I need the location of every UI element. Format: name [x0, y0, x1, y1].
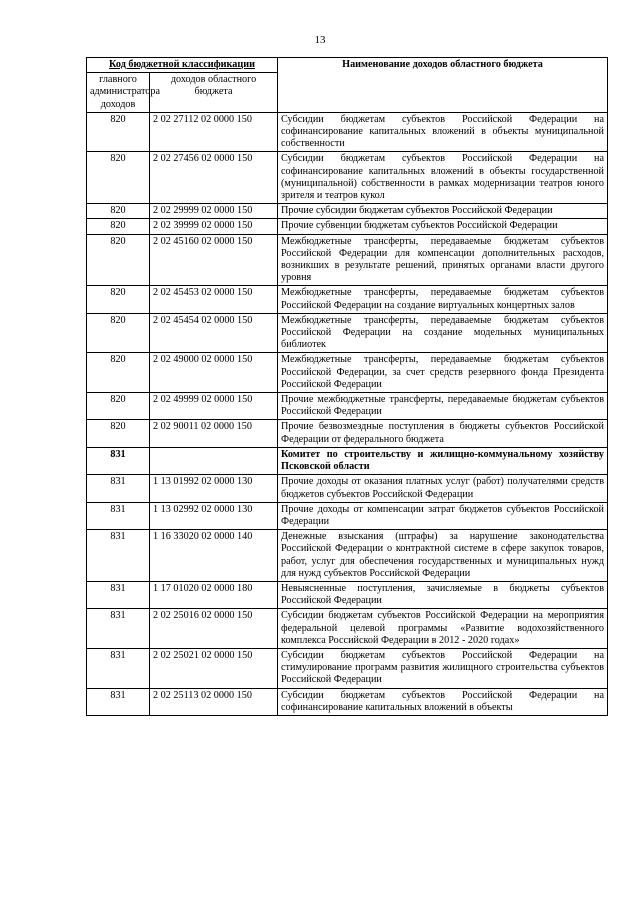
code-cell: 2 02 49999 02 0000 150	[150, 393, 278, 420]
table-row	[87, 609, 608, 649]
table-row	[87, 688, 608, 715]
code-cell: 2 02 45453 02 0000 150	[150, 286, 278, 313]
admin-cell: 831	[87, 530, 150, 582]
code-cell: 1 17 01020 02 0000 180	[150, 581, 278, 608]
code-cell: 2 02 45160 02 0000 150	[150, 234, 278, 286]
name-cell: Прочие доходы от оказания платных услуг (работ) получателями средств бюджетов субъектов Российской Федерации	[278, 475, 608, 502]
budget-classification-table	[86, 57, 608, 716]
admin-cell: 820	[87, 393, 150, 420]
admin-cell: 820	[87, 152, 150, 204]
table-row	[87, 353, 608, 393]
admin-cell: 820	[87, 234, 150, 286]
name-cell: Комитет по строительству и жилищно-коммунальному хозяйству Псковской области	[278, 447, 608, 474]
name-cell: Невыясненные поступления, зачисляемые в бюджеты субъектов Российской Федерации	[278, 581, 608, 608]
code-cell: 2 02 25113 02 0000 150	[150, 688, 278, 715]
code-cell: 1 16 33020 02 0000 140	[150, 530, 278, 582]
code-cell: 2 02 90011 02 0000 150	[150, 420, 278, 447]
admin-cell: 820	[87, 219, 150, 234]
table-row	[87, 420, 608, 447]
admin-cell: 820	[87, 420, 150, 447]
code-cell: 2 02 49000 02 0000 150	[150, 353, 278, 393]
code-cell: 2 02 29999 02 0000 150	[150, 204, 278, 219]
name-cell: Субсидии бюджетам субъектов Российской Федерации на софинансирование капитальных вложений в объекты	[278, 688, 608, 715]
admin-cell: 820	[87, 204, 150, 219]
table-row	[87, 313, 608, 353]
table-row	[87, 204, 608, 219]
header-admin: главного администратора доходов	[87, 73, 150, 113]
code-cell: 1 13 01992 02 0000 130	[150, 475, 278, 502]
name-cell: Межбюджетные трансферты, передаваемые бюджетам субъектов Российской Федерации, за счет средств резервного фонда Президента Российской Федерации	[278, 353, 608, 393]
table-row	[87, 502, 608, 529]
header-group: Код бюджетной классификации	[87, 58, 278, 73]
name-cell: Денежные взыскания (штрафы) за нарушение законодательства Российской Федерации о контрактной системе в сфере закупок товаров, работ, услуг для обеспечения государственных и муниципальных нужд для нужд субъектов Российской Федерации	[278, 530, 608, 582]
admin-cell: 831	[87, 581, 150, 608]
table-row	[87, 393, 608, 420]
name-cell: Прочие доходы от компенсации затрат бюджетов субъектов Российской Федерации	[278, 502, 608, 529]
code-cell: 2 02 39999 02 0000 150	[150, 219, 278, 234]
admin-cell: 820	[87, 286, 150, 313]
name-cell: Прочие безвозмездные поступления в бюджеты субъектов Российской Федерации от федерального бюджета	[278, 420, 608, 447]
admin-cell: 820	[87, 112, 150, 152]
name-cell: Межбюджетные трансферты, передаваемые бюджетам субъектов Российской Федерации для компенсации дополнительных расходов, возникших в результате решений, принятых органами власти другого уровня	[278, 234, 608, 286]
table-row	[87, 152, 608, 204]
table-row	[87, 286, 608, 313]
name-cell: Прочие субсидии бюджетам субъектов Российской Федерации	[278, 204, 608, 219]
table-row	[87, 530, 608, 582]
table-row	[87, 648, 608, 688]
admin-cell: 820	[87, 353, 150, 393]
header-income: доходов областного бюджета	[150, 73, 278, 113]
page-number: 13	[314, 34, 326, 46]
table-row	[87, 475, 608, 502]
name-cell: Межбюджетные трансферты, передаваемые бюджетам субъектов Российской Федерации на создание модельных муниципальных библиотек	[278, 313, 608, 353]
admin-cell: 831	[87, 688, 150, 715]
name-cell: Субсидии бюджетам субъектов Российской Федерации на софинансирование капитальных вложений в объекты государственной (муниципальной) собственности в рамках модернизации театров юного зрителя и театров кукол	[278, 152, 608, 204]
admin-cell: 820	[87, 313, 150, 353]
header-name: Наименование доходов областного бюджета	[278, 58, 608, 113]
code-cell: 2 02 27456 02 0000 150	[150, 152, 278, 204]
code-cell: 1 13 02992 02 0000 130	[150, 502, 278, 529]
code-cell	[150, 447, 278, 474]
admin-cell: 831	[87, 609, 150, 649]
name-cell: Субсидии бюджетам субъектов Российской Федерации на стимулирование программ развития жилищного строительства субъектов Российской Федерации	[278, 648, 608, 688]
name-cell: Субсидии бюджетам субъектов Российской Федерации на мероприятия федеральной целевой программы «Развитие водохозяйственного комплекса Российской Федерации в 2012 - 2020 годах»	[278, 609, 608, 649]
table-row	[87, 581, 608, 608]
code-cell: 2 02 25021 02 0000 150	[150, 648, 278, 688]
admin-cell: 831	[87, 648, 150, 688]
code-cell: 2 02 27112 02 0000 150	[150, 112, 278, 152]
admin-cell: 831	[87, 502, 150, 529]
name-cell: Межбюджетные трансферты, передаваемые бюджетам субъектов Российской Федерации на создание виртуальных концертных залов	[278, 286, 608, 313]
name-cell: Субсидии бюджетам субъектов Российской Федерации на софинансирование капитальных вложений в объекты муниципальной собственности	[278, 112, 608, 152]
admin-cell: 831	[87, 475, 150, 502]
table-row	[87, 219, 608, 234]
name-cell: Прочие субвенции бюджетам субъектов Российской Федерации	[278, 219, 608, 234]
name-cell: Прочие межбюджетные трансферты, передаваемые бюджетам субъектов Российской Федерации	[278, 393, 608, 420]
table-row	[87, 447, 608, 474]
table-row	[87, 112, 608, 152]
code-cell: 2 02 45454 02 0000 150	[150, 313, 278, 353]
table-row	[87, 234, 608, 286]
code-cell: 2 02 25016 02 0000 150	[150, 609, 278, 649]
admin-cell: 831	[87, 447, 150, 474]
